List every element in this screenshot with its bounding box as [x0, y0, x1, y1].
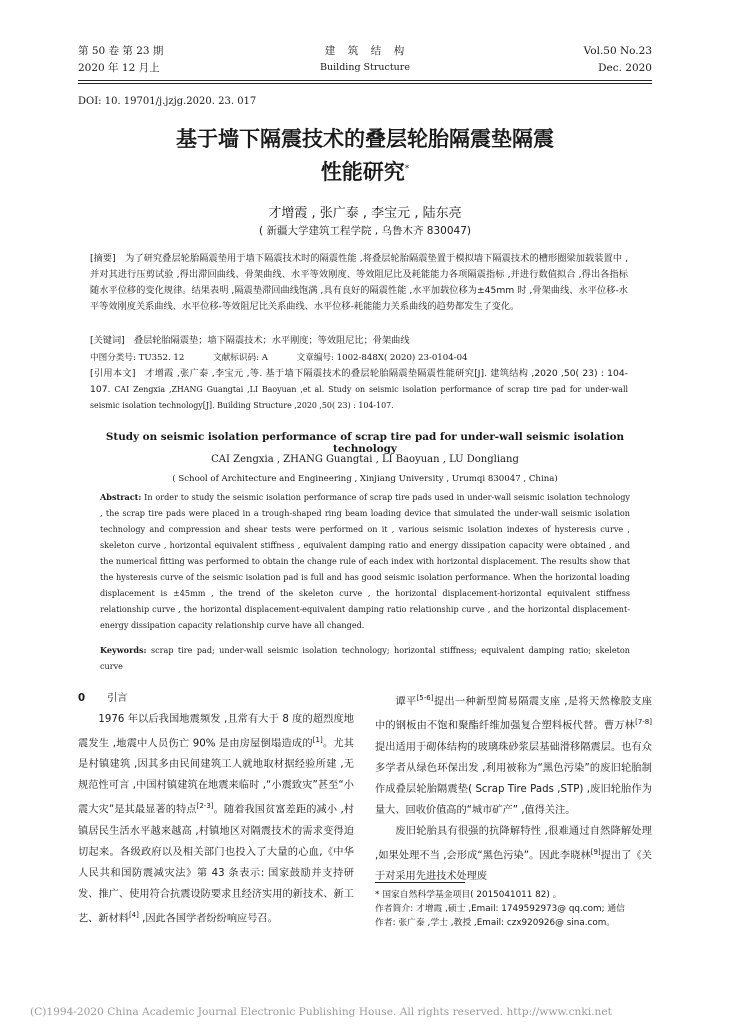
intro-paragraph-2: 废旧轮胎具有很强的抗降解特性 ,很难通过自然降解处理 ,如果处理不当 ,会形成“黑色污染”。因此李晓林[9]提出了《关于对采用先进技术处理废	[375, 825, 652, 883]
journal-name-cn: 建 筑 结 构	[324, 45, 406, 57]
keywords-en	[100, 642, 630, 674]
paper-title-cn	[78, 124, 652, 187]
abstract-cn	[90, 251, 628, 315]
ref-4: [5-6]	[416, 694, 434, 702]
intro-paragraph-right: 谭平[5-6]提出一种新型简易隔震支座 ,是将天然橡胶支座中的钢板由不饱和聚酯纤维加强复合塑料板代替。曹万林[7-8]提出适用于砌体结构的玻璃珠砂浆层基础滑移隔震层。也有众多学者从绿色环保出发 ,利用被称为“黑色污染”的废旧轮胎制作成叠层轮胎隔震垫( Scrap Tire Pads ,STP) ,废旧轮胎作为量大、回收价值高的“城市矿产” ,值得关注。	[375, 694, 652, 816]
citation-cn	[90, 366, 628, 414]
author-note-2: 作者: 张广泰 ,学士 ,教授 ,Email: czx920926@ sina.com。	[375, 918, 616, 928]
footnote-rule	[375, 882, 465, 883]
ref-2: [2-3]	[196, 802, 214, 811]
authors-en: CAI Zengxia , ZHANG Guangtai , LI Baoyuan , LU Dongliang	[211, 454, 519, 465]
affiliation-cn: ( 新疆大学建筑工程学院 , 乌鲁木齐 830047)	[259, 225, 471, 237]
issue-date-en: Dec. 2020	[598, 62, 652, 74]
authors-cn: 才增霞 , 张广泰 , 李宝元 , 陆东亮	[268, 206, 462, 221]
section-title: 引言	[107, 693, 128, 704]
ref-5: [7-8]	[635, 718, 652, 727]
volume-issue: 第 50 卷 第 23 期	[78, 45, 164, 57]
abstract-cn-text: 为了研究叠层轮胎隔震垫用于墙下隔震技术时的隔震性能 ,将叠层轮胎隔震垫置于模拟墙下隔震技术的槽形圈梁加载装置中 ,并对其进行压剪试验 ,得出滞回曲线、骨架曲线、水平等效刚度、等效阻尼比及耗能能力各项隔震指标 ,并进行数值拟合 ,得出各指标随水平位移的变化规律。结果表明 ,隔震垫滞回曲线饱满 ,具有良好的隔震性能 ,水平加载位移为±45mm 时 ,骨架曲线、水平位移-水平等效刚度关系曲线、水平位移-等效阻尼比关系曲线、水平位移-耗能能力关系曲线的趋势都发生了变化。	[90, 253, 628, 312]
header-rule-thin	[78, 83, 652, 84]
author-note-1: 作者简介: 才增霞 ,硕士 ,Email: 1749592973@ qq.com; 通信	[375, 904, 625, 914]
abstract-cn-label: [摘要]	[90, 253, 116, 264]
citation-label: [引用本文]	[90, 368, 136, 379]
issue-date-cn: 2020 年 12 月上	[78, 62, 160, 74]
affiliation-en: ( School of Architecture and Engineering , Xinjiang University , Urumqi 830047 , China)	[172, 474, 558, 484]
intro-paragraph-1: 1976 年以后我国地震频发 ,且常有大于 8 度的超烈度地震发生 ,地震中人员伤亡 90% 是由房屋倒塌造成的[1]。尤其是村镇建筑 ,因其多由民间建筑工人就地取材据经验所建 ,无规范性可言 ,中国村镇建筑在地震来临时 ,“小震致灾”甚至“小震大灾”是其最显著的特点[2-3]。随着我国贫富差距的减小 ,村镇居民生活水平越来越高 ,村镇地区对隔震技术的需求变得迫切起来。各级政府以及相关部门也投入了大量的心血,《中华人民共和国防震减灾法》第 43 条表示: 国家鼓励并支持研发、推广、使用符合抗震设防要求且经济实用的新技术、新工艺、新材料[4] ,因此各国学者纷纷响应号召。	[78, 714, 354, 925]
journal-name-en: Building Structure	[320, 62, 410, 73]
abstract-en-text: In order to study the seismic isolation performance of scrap tire pads used in under-wall seismic isolation technology , the scrap tire pads were placed in a trough-shaped ring beam loading device that simulated the under-wall seismic isolation technology and compression and shear tests were performed on it , various seismic isolation indexes of hysteresis curve , skeleton curve , horizontal equivalent stiffness , equivalent damping ratio and energy dissipation capacity were obtained , and the numerical fitting was performed to obtain the change rule of each index with horizontal displacement. The results show that the hysteresis curve of the seismic isolation pad is full and has good seismic isolation performance. When the horizontal loading displacement is ±45mm , the trend of the skeleton curve , the horizontal displacement-horizontal equivalent stiffness relationship curve , the horizontal displacement-equivalent damping ratio relationship curve , and the horizontal displacement-energy dissipation capacity relationship curve have all changed.	[100, 492, 630, 630]
keywords-cn-text: 叠层轮胎隔震垫；墙下隔震技术；水平刚度；等效阻尼比；骨架曲线	[124, 335, 410, 346]
abstract-en-label: Abstract:	[100, 492, 142, 502]
section-heading	[78, 688, 354, 709]
citation-text-cn: 才增霞 ,张广泰 ,李宝元 ,等. 基于墙下隔震技术的叠层轮胎隔震垫隔震性能研究[J]. 建筑结构 ,2020 ,50( 23) : 104-107.	[90, 368, 629, 395]
volume-issue-en: Vol.50 No.23	[583, 45, 652, 57]
keywords-en-label: Keywords:	[100, 645, 147, 655]
keywords-cn-label: [关键词]	[90, 335, 125, 346]
header-rule	[78, 80, 652, 81]
clc-code: 中图分类号: TU352. 12	[90, 353, 185, 363]
classification-line	[90, 350, 628, 366]
article-number: 文章编号: 1002-848X( 2020) 23-0104-04	[296, 353, 468, 363]
ref-6: [9]	[590, 847, 601, 856]
right-column	[375, 688, 652, 887]
title-line-1: 基于墙下隔震技术的叠层轮胎隔震垫隔震	[176, 127, 554, 151]
keywords-cn	[90, 333, 628, 349]
fund-note: * 国家自然科学基金项目( 2015041011 82) 。	[375, 890, 562, 900]
cnki-watermark: (C)1994-2020 China Academic Journal Electronic Publishing House. All rights reserved. http://www.cnki.net	[30, 1006, 612, 1018]
doc-code: 文献标识码: A	[213, 353, 268, 363]
paper-title-en: Study on seismic isolation performance of scrap tire pad for under-wall seismic isolation technology	[105, 431, 625, 455]
left-column	[78, 688, 354, 929]
abstract-en	[100, 489, 630, 633]
section-number: 0	[78, 693, 86, 704]
footnote	[375, 888, 652, 930]
citation-text-en: CAI Zengxia ,ZHANG Guangtai ,LI Baoyuan ,et al. Study on seismic isolation performance of scrap tire pad for under-wall seismic isolation technology[J]. Building Structure ,2020 ,50( 23) : 104-107.	[90, 385, 628, 410]
title-line-2: 性能研究*	[320, 160, 410, 184]
fund-mark: *	[404, 164, 410, 174]
keywords-en-text: scrap tire pad; under-wall seismic isolation technology; horizontal stiffness; equivalent damping ratio; skeleton curve	[100, 645, 630, 671]
doi: DOI: 10. 19701/j.jzjg.2020. 23. 017	[78, 96, 257, 107]
ref-1: [1]	[312, 736, 323, 744]
ref-3: [4]	[128, 910, 139, 919]
